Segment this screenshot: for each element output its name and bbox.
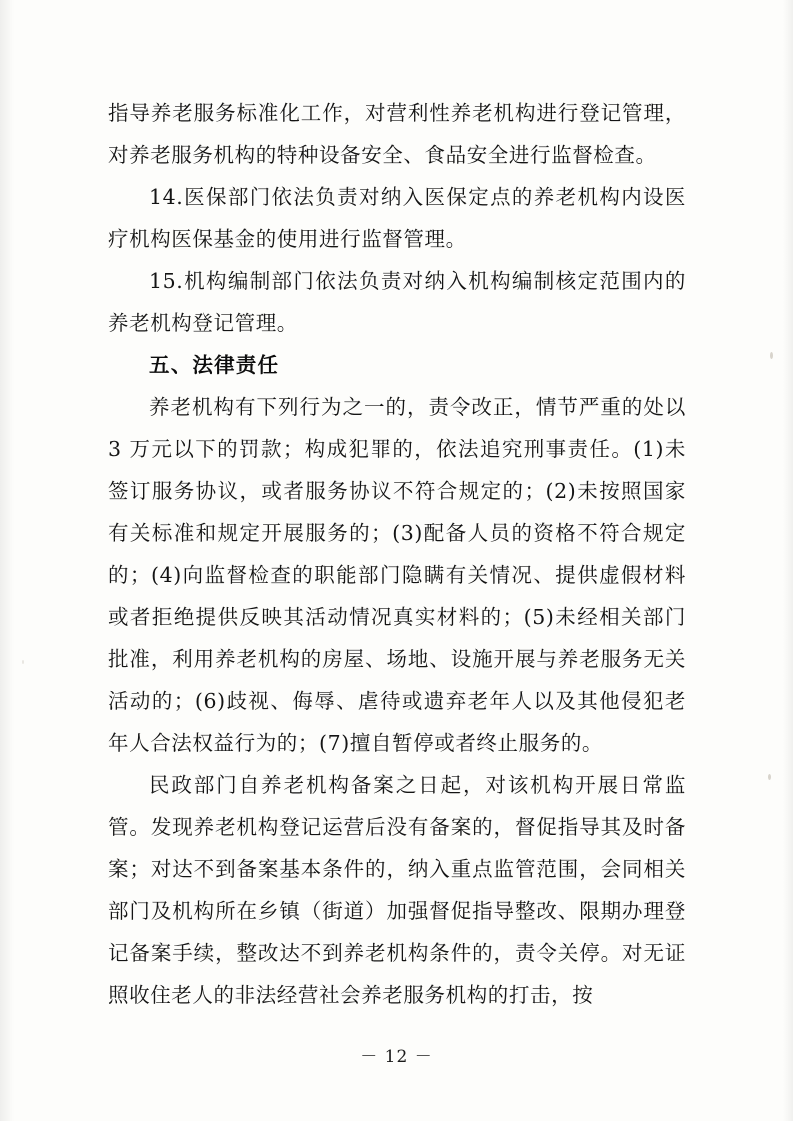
scan-speck — [22, 660, 24, 664]
section-heading-legal-responsibility: 五、法律责任 — [149, 353, 280, 377]
paragraph-item-14: 14.医保部门依法负责对纳入医保定点的养老机构内设医疗机构医保基金的使用进行监督管理。 — [108, 185, 686, 251]
paragraph-supervision: 民政部门自养老机构备案之日起，对该机构开展日常监管。发现养老机构登记运营后没有备案的，督促指导其及时备案；对达不到备案基本条件的，纳入重点监管范围，会同相关部门及机构所在乡镇（街道）加强督促指导整改、限期办理登记备案手续，整改达不到养老机构条件的，责令关停。对无证照收住老人的非法经营社会养老服务机构的打击，按 — [108, 773, 686, 1007]
page-left-shadow — [0, 0, 14, 1121]
paragraph-item-15: 15.机构编制部门依法负责对纳入机构编制核定范围内的养老机构登记管理。 — [108, 269, 686, 335]
paragraph-continued: 指导养老服务标准化工作，对营利性养老机构进行登记管理，对养老服务机构的特种设备安全、食品安全进行监督检查。 — [108, 101, 686, 167]
page-number: － 12 － — [360, 1047, 433, 1067]
scan-speck — [770, 352, 773, 359]
page-text-body — [108, 92, 686, 1016]
page-right-shadow — [783, 0, 793, 1121]
scan-speck — [768, 774, 771, 780]
paragraph-penalties: 养老机构有下列行为之一的，责令改正，情节严重的处以 3 万元以下的罚款；构成犯罪的，依法追究刑事责任。(1)未签订服务协议，或者服务协议不符合规定的；(2)未按照国家有关标准和规定开展服务的；(3)配备人员的资格不符合规定的；(4)向监督检查的职能部门隐瞒有关情况、提供虚假材料或者拒绝提供反映其活动情况真实材料的；(5)未经相关部门批准，利用养老机构的房屋、场地、设施开展与养老服务无关活动的；(6)歧视、侮辱、虐待或遗弃老年人以及其他侵犯老年人合法权益行为的；(7)擅自暂停或者终止服务的。 — [108, 395, 686, 755]
